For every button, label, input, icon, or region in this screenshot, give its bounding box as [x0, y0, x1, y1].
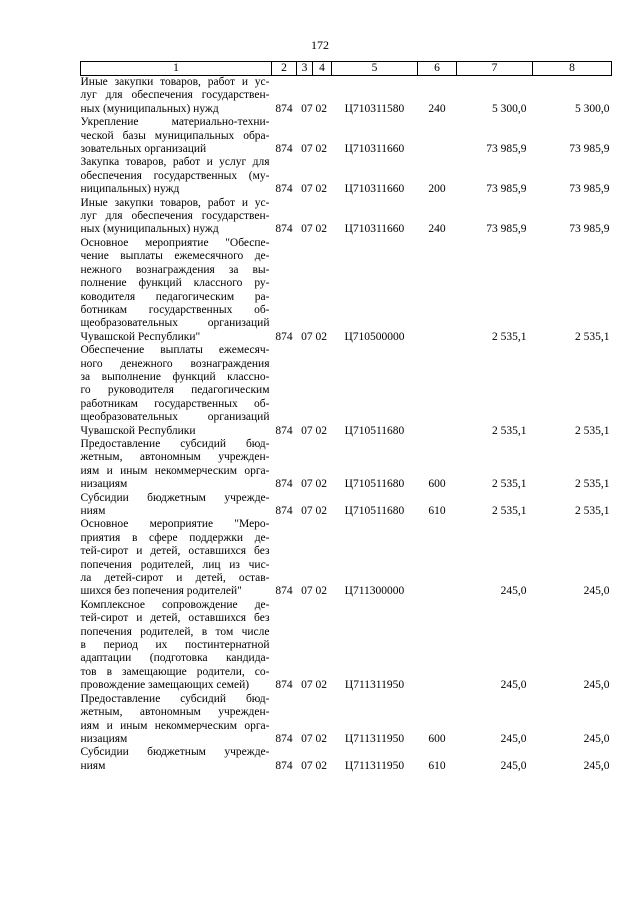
table-row [81, 518, 612, 598]
amount-total-cell: 2 535,1 [575, 478, 610, 491]
table-row [81, 492, 612, 519]
header-cell-8: 8 [533, 62, 612, 76]
row-name-line: луг для обеспечения государствен- [80, 89, 270, 102]
row-name-line: обеспечения государственных (му- [80, 169, 270, 182]
row-name-line: луг для обеспечения государствен- [80, 210, 270, 223]
target-article-cell: Ц710511680 [344, 478, 405, 491]
expense-type-cell: 240 [428, 223, 446, 236]
expense-type-cell [418, 518, 457, 598]
row-name [81, 518, 272, 598]
row-name-line: Предоставление субсидий бюд- [80, 437, 270, 450]
row-name-line: иям и иным некоммерческим орга- [80, 719, 270, 732]
target-article-cell: Ц711311950 [344, 732, 405, 745]
row-name [81, 76, 272, 117]
amount-total-cell: 2 535,1 [575, 424, 610, 437]
grbs-cell: 874 [275, 732, 293, 745]
row-name-line: Чувашской Республики [80, 424, 196, 437]
section-code-cell: 07 02 [301, 183, 327, 196]
row-name-line: Комплексное сопровождение де- [80, 598, 270, 611]
target-article-cell: Ц710311660 [344, 223, 405, 236]
amount-total-cell: 73 985,9 [569, 223, 610, 236]
grbs-cell: 874 [275, 679, 293, 692]
row-name [81, 693, 272, 747]
target-article-cell: Ц710311580 [344, 102, 405, 115]
header-cell-3: 3 [297, 62, 313, 76]
target-article-cell: Ц711300000 [344, 585, 405, 598]
header-cell-4: 4 [313, 62, 332, 76]
section-code-cell: 07 02 [301, 505, 327, 517]
row-name-line: ных (муниципальных) нужд [80, 223, 219, 236]
expense-type-cell: 600 [428, 478, 446, 491]
table-row [81, 746, 612, 773]
amount-total-cell: 245,0 [583, 759, 610, 772]
grbs-cell: 874 [275, 505, 293, 517]
row-name-line: работникам государственных об- [80, 397, 270, 410]
expense-type-cell [418, 599, 457, 693]
table-row [81, 116, 612, 156]
header-row [81, 62, 612, 76]
header-cell-7: 7 [457, 62, 533, 76]
row-name-line: тей-сирот и детей, оставшихся без [80, 545, 270, 558]
amount-cell: 245,0 [500, 585, 527, 598]
row-name-line: низациям [80, 478, 128, 491]
row-name [81, 344, 272, 438]
header-cell-1: 1 [81, 62, 272, 76]
row-name-line: приятия в сфере поддержки де- [80, 531, 270, 544]
amount-cell: 2 535,1 [492, 330, 527, 343]
header-cell-5: 5 [332, 62, 418, 76]
row-name-line: ботникам государственных об- [80, 303, 270, 316]
grbs-cell: 874 [275, 330, 293, 343]
row-name-line: Предоставление субсидий бюд- [80, 692, 270, 705]
row-name-line: ческой базы муниципальных обра- [80, 129, 270, 142]
grbs-cell: 874 [275, 183, 293, 196]
section-code-cell: 07 02 [301, 102, 327, 115]
row-name-line: Основное мероприятие "Обеспе- [80, 236, 270, 249]
row-name-line: тов в замещающие родители, со- [80, 665, 270, 678]
row-name-line: шихся без попечения родителей" [80, 585, 242, 598]
amount-cell: 73 985,9 [486, 183, 527, 196]
amount-cell: 245,0 [500, 759, 527, 772]
row-name-line: жетным, автономным учрежден- [80, 451, 270, 464]
amount-total-cell: 245,0 [583, 585, 610, 598]
row-name-line: ниям [80, 505, 106, 517]
grbs-cell: 874 [275, 223, 293, 236]
table-row [81, 237, 612, 344]
section-code-cell: 07 02 [301, 478, 327, 491]
page-number: 172 [311, 38, 329, 52]
budget-table [80, 61, 612, 773]
target-article-cell: Ц711311950 [344, 759, 405, 772]
target-article-cell: Ц710311660 [344, 143, 405, 156]
section-code-cell: 07 02 [301, 732, 327, 745]
row-name-line: Чувашской Республики" [80, 330, 201, 343]
grbs-cell: 874 [275, 585, 293, 598]
expense-type-cell [418, 344, 457, 438]
grbs-cell: 874 [275, 102, 293, 115]
expense-type-cell: 610 [428, 505, 446, 517]
row-name-line: щеобразовательных организаций [80, 317, 270, 330]
expense-type-cell [418, 116, 457, 156]
row-name [81, 746, 272, 773]
row-name-line: за выполнение функций классно- [80, 370, 270, 383]
row-name-line: го руководителя педагогическим [80, 384, 270, 397]
amount-cell: 73 985,9 [486, 223, 527, 236]
row-name-line: Субсидии бюджетным учрежде- [80, 491, 270, 504]
amount-total-cell: 2 535,1 [575, 330, 610, 343]
amount-cell: 5 300,0 [492, 102, 527, 115]
row-name-line: Иные закупки товаров, работ и ус- [80, 76, 270, 88]
grbs-cell: 874 [275, 143, 293, 156]
row-name-line: ного денежного вознаграждения [80, 357, 270, 370]
row-name-line: Иные закупки товаров, работ и ус- [80, 196, 270, 209]
section-code-cell: 07 02 [301, 223, 327, 236]
target-article-cell: Ц710311660 [344, 183, 405, 196]
row-name-line: попечения родителей, в том числе [80, 625, 270, 638]
grbs-cell: 874 [275, 424, 293, 437]
row-name-line: чение выплаты ежемесячного де- [80, 250, 270, 263]
amount-total-cell: 245,0 [583, 732, 610, 745]
row-name-line: ла детей-сирот и детей, остав- [80, 572, 270, 585]
amount-cell: 2 535,1 [492, 505, 527, 517]
row-name [81, 492, 272, 519]
amount-cell: 73 985,9 [486, 143, 527, 156]
row-name-line: щеобразовательных организаций [80, 411, 270, 424]
amount-cell: 2 535,1 [492, 478, 527, 491]
row-name-line: Закупка товаров, работ и услуг для [80, 156, 270, 169]
section-code-cell: 07 02 [301, 759, 327, 772]
expense-type-cell: 200 [428, 183, 446, 196]
expense-type-cell: 610 [428, 759, 446, 772]
row-name-line: Укрепление материально-техни- [80, 116, 270, 129]
amount-total-cell: 5 300,0 [575, 102, 610, 115]
row-name [81, 197, 272, 237]
row-name-line: низациям [80, 732, 128, 745]
row-name-line: ководителя педагогическим ра- [80, 290, 270, 303]
row-name [81, 599, 272, 693]
row-name [81, 237, 272, 344]
table-body [81, 76, 612, 774]
expense-type-cell: 600 [428, 732, 446, 745]
row-name-line: зовательных организаций [80, 143, 207, 156]
row-name-line: ных (муниципальных) нужд [80, 102, 219, 115]
row-name [81, 156, 272, 196]
row-name-line: адаптации (подготовка кандида- [80, 652, 270, 665]
row-name-line: полнение функций классного ру- [80, 277, 270, 290]
amount-total-cell: 73 985,9 [569, 183, 610, 196]
table-row [81, 438, 612, 492]
row-name-line: Обеспечение выплаты ежемесяч- [80, 344, 270, 357]
row-name-line: Субсидии бюджетным учрежде- [80, 746, 270, 759]
table-row [81, 344, 612, 438]
table-row [81, 197, 612, 237]
amount-total-cell: 73 985,9 [569, 143, 610, 156]
row-name-line: ниям [80, 759, 106, 772]
row-name-line: в период их постинтернатной [80, 639, 270, 652]
section-code-cell: 07 02 [301, 330, 327, 343]
header-cell-2: 2 [272, 62, 297, 76]
amount-cell: 245,0 [500, 679, 527, 692]
table-row [81, 76, 612, 117]
row-name-line: жетным, автономным учрежден- [80, 706, 270, 719]
section-code-cell: 07 02 [301, 424, 327, 437]
target-article-cell: Ц711311950 [344, 679, 405, 692]
amount-cell: 2 535,1 [492, 424, 527, 437]
table-row [81, 599, 612, 693]
expense-type-cell [418, 237, 457, 344]
section-code-cell: 07 02 [301, 143, 327, 156]
table-row [81, 156, 612, 196]
grbs-cell: 874 [275, 759, 293, 772]
target-article-cell: Ц710511680 [344, 505, 405, 517]
row-name [81, 438, 272, 492]
section-code-cell: 07 02 [301, 585, 327, 598]
row-name-line: ниципальных) нужд [80, 183, 180, 196]
table-row [81, 693, 612, 747]
row-name-line: нежного вознаграждения за вы- [80, 263, 270, 276]
row-name-line: провождение замещающих семей) [80, 679, 250, 692]
row-name-line: Основное мероприятие "Меро- [80, 518, 270, 531]
amount-cell: 245,0 [500, 732, 527, 745]
target-article-cell: Ц710511680 [344, 424, 405, 437]
expense-type-cell: 240 [428, 102, 446, 115]
target-article-cell: Ц710500000 [344, 330, 405, 343]
row-name-line: попечения родителей, лиц из чис- [80, 558, 270, 571]
row-name-line: тей-сирот и детей, оставшихся без [80, 612, 270, 625]
amount-total-cell: 245,0 [583, 679, 610, 692]
row-name [81, 116, 272, 156]
section-code-cell: 07 02 [301, 679, 327, 692]
row-name-line: иям и иным некоммерческим орга- [80, 464, 270, 477]
amount-total-cell: 2 535,1 [575, 505, 610, 517]
grbs-cell: 874 [275, 478, 293, 491]
header-cell-6: 6 [418, 62, 457, 76]
